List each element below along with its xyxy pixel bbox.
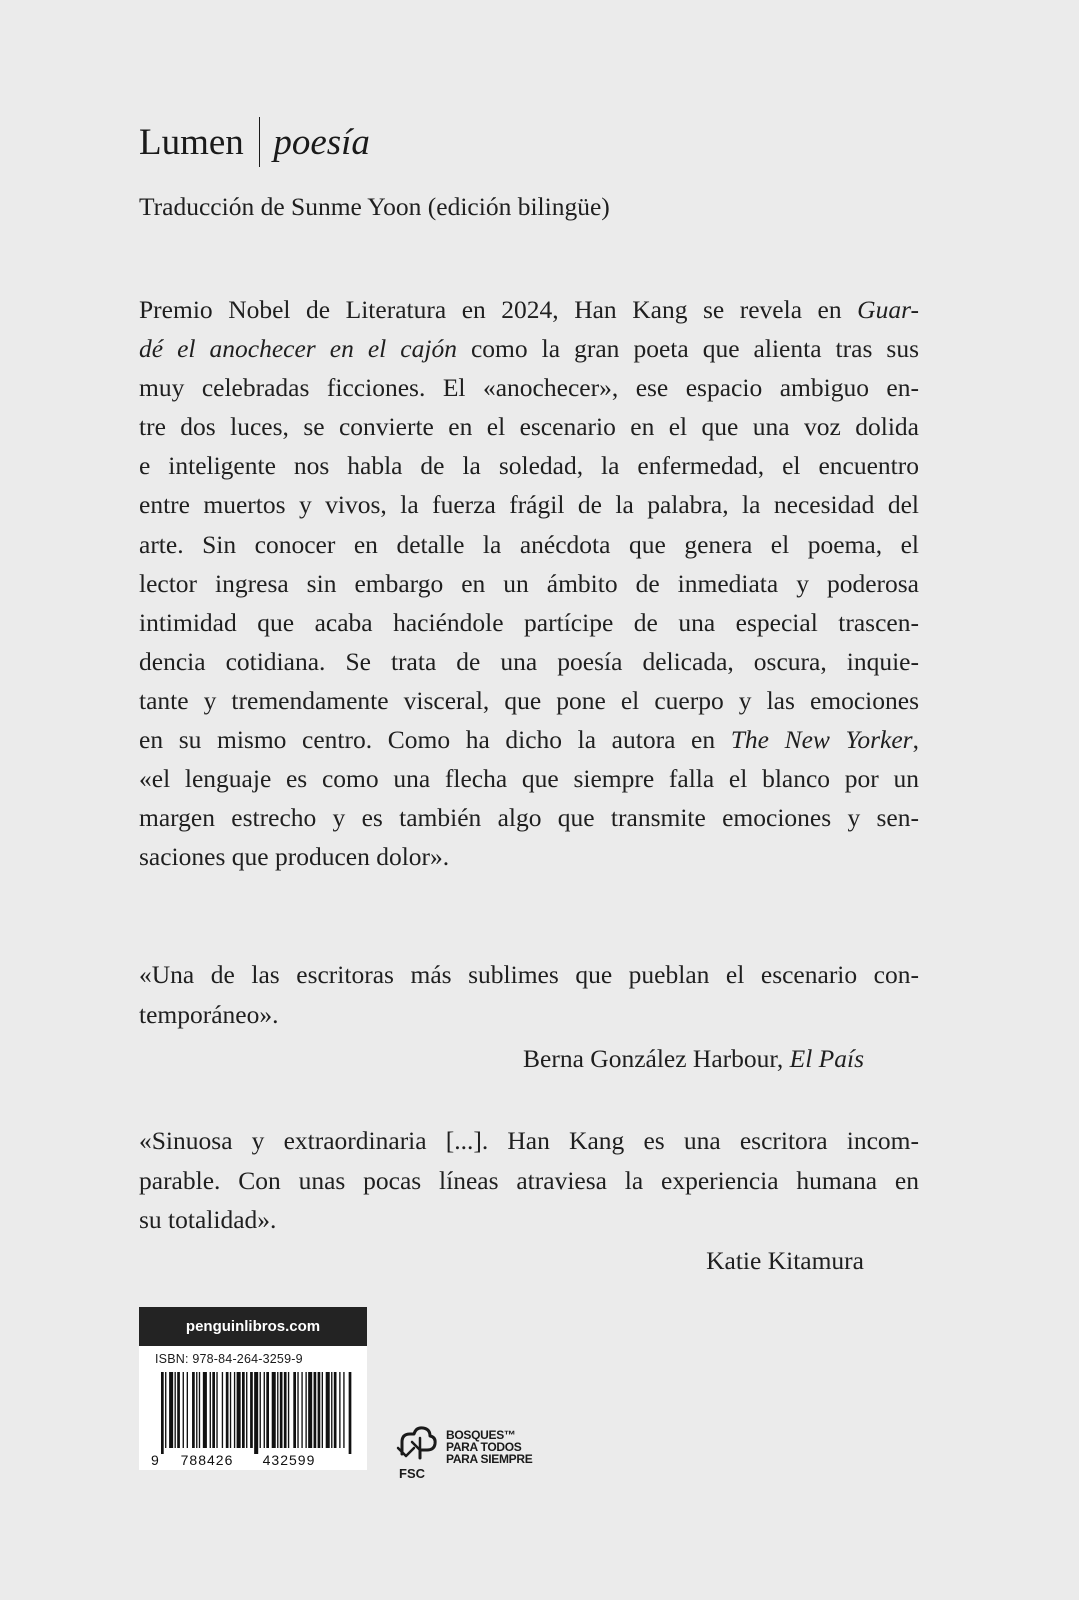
barcode-bar bbox=[234, 1372, 235, 1448]
synopsis-text: tante y tremendamente visceral, que pone el cuerpo y las emociones bbox=[139, 685, 919, 715]
barcode-bar bbox=[175, 1372, 176, 1448]
synopsis-text: «el lenguaje es como una flecha que siempre falla el blanco por un bbox=[139, 764, 919, 794]
fsc-slogan-line: PARA SIEMPRE bbox=[446, 1452, 533, 1466]
synopsis-line bbox=[139, 446, 919, 485]
synopsis-text: como la gran poeta que alienta tras sus bbox=[456, 334, 919, 364]
barcode-bar bbox=[280, 1372, 283, 1448]
barcode-digits-right: 432599 bbox=[262, 1452, 316, 1468]
barcode-digit-first: 9 bbox=[151, 1452, 159, 1468]
barcode-bar bbox=[308, 1372, 312, 1448]
barcode-bar bbox=[216, 1372, 217, 1448]
series-name: poesía bbox=[273, 121, 370, 163]
barcode-bar bbox=[322, 1372, 323, 1448]
review-author-1: Berna González Harbour, bbox=[523, 1044, 790, 1073]
synopsis-text: tre dos luces, se convierte en el escenario en el que una voz dolida bbox=[139, 412, 919, 442]
synopsis-line bbox=[139, 368, 919, 407]
barcode-bar bbox=[334, 1372, 337, 1448]
barcode-bar bbox=[301, 1372, 302, 1448]
barcode-bar bbox=[183, 1372, 184, 1448]
isbn-label: ISBN: 978-84-264-3259-9 bbox=[155, 1352, 303, 1366]
synopsis-line bbox=[139, 681, 919, 720]
synopsis-line bbox=[139, 290, 919, 329]
barcode-bar bbox=[349, 1372, 352, 1454]
barcode-bar bbox=[169, 1372, 173, 1448]
synopsis-line bbox=[139, 720, 919, 759]
synopsis-line bbox=[139, 759, 919, 798]
barcode-bar bbox=[297, 1372, 298, 1448]
barcode-bar bbox=[222, 1372, 223, 1448]
quote-line: temporáneo». bbox=[139, 999, 279, 1029]
synopsis-text: The New Yorker bbox=[730, 725, 913, 755]
synopsis-line bbox=[139, 329, 919, 368]
synopsis bbox=[139, 290, 919, 876]
synopsis-line bbox=[139, 564, 919, 603]
synopsis-text: Guar- bbox=[857, 295, 919, 324]
barcode-bar bbox=[203, 1372, 207, 1448]
barcode-bar bbox=[199, 1372, 200, 1448]
fsc-tree-icon bbox=[394, 1424, 440, 1468]
barcode-bar bbox=[254, 1372, 258, 1454]
fsc-logo bbox=[394, 1424, 564, 1484]
barcode-bar bbox=[264, 1372, 265, 1448]
synopsis-text: arte. Sin conocer en detalle la anécdota que genera el poema, el bbox=[139, 529, 919, 559]
synopsis-line bbox=[139, 837, 919, 876]
fsc-slogan bbox=[446, 1429, 532, 1465]
synopsis-text: intimidad que acaba haciéndole partícipe de una especial trascen- bbox=[139, 607, 919, 637]
review-source-1: El País bbox=[789, 1044, 864, 1073]
barcode-bar bbox=[250, 1372, 253, 1448]
barcode-bar bbox=[192, 1372, 195, 1448]
fsc-slogan-line: BOSQUES™ bbox=[446, 1428, 516, 1442]
synopsis-text: entre muertos y vivos, la fuerza frágil de la palabra, la necesidad del bbox=[139, 490, 919, 520]
synopsis-text: muy celebradas ficciones. El «anochecer», ese espacio ambiguo en- bbox=[139, 373, 919, 403]
synopsis-text: Premio Nobel de Literatura en 2024, Han Kang se revela en bbox=[139, 295, 858, 324]
synopsis-line bbox=[139, 798, 919, 837]
barcode-bar bbox=[230, 1372, 231, 1448]
barcode-bar bbox=[242, 1372, 245, 1448]
fsc-slogan-line: PARA TODOS bbox=[446, 1440, 522, 1454]
barcode-bar bbox=[284, 1372, 287, 1448]
publisher-brand bbox=[139, 112, 370, 172]
synopsis-text: , bbox=[912, 725, 919, 755]
synopsis-line bbox=[139, 603, 919, 642]
quote-line: «Sinuosa y extraordinaria [...]. Han Kang es una escritora incom- bbox=[139, 1126, 919, 1155]
review-quote-1 bbox=[139, 955, 919, 1034]
barcode-bar bbox=[212, 1372, 215, 1448]
synopsis-text: saciones que producen dolor». bbox=[139, 842, 450, 872]
barcode-bar bbox=[246, 1372, 247, 1448]
barcode-bar bbox=[260, 1372, 261, 1448]
synopsis-text: lector ingresa sin embargo en un ámbito de inmediata y poderosa bbox=[139, 568, 919, 598]
synopsis-text: en su mismo centro. Como ha dicho la autora en bbox=[139, 725, 731, 755]
barcode-bar bbox=[331, 1372, 332, 1448]
barcode-graphic bbox=[139, 1346, 367, 1470]
barcode-bar bbox=[196, 1372, 197, 1448]
synopsis-text: margen estrecho y es también algo que transmite emociones y sen- bbox=[139, 803, 919, 833]
brand-divider bbox=[259, 117, 261, 167]
barcode-bar bbox=[266, 1372, 269, 1448]
barcode-bar bbox=[237, 1372, 241, 1448]
barcode-bar bbox=[288, 1372, 289, 1448]
barcode-digits-left: 788426 bbox=[180, 1452, 234, 1468]
barcode-bar bbox=[161, 1372, 164, 1454]
barcode-bar bbox=[226, 1372, 229, 1448]
quote-line: su totalidad». bbox=[139, 1205, 277, 1234]
synopsis-text: e inteligente nos habla de la soledad, la enfermedad, el encuentro bbox=[139, 451, 919, 481]
synopsis-line bbox=[139, 407, 919, 446]
barcode-bar bbox=[318, 1372, 321, 1448]
barcode-bar bbox=[165, 1372, 166, 1448]
synopsis-text: dencia cotidiana. Se trata de una poesía delicada, oscura, inquie- bbox=[139, 646, 919, 676]
translation-credit: Traducción de Sunme Yoon (edición bilingüe) bbox=[139, 192, 610, 221]
synopsis-line bbox=[139, 485, 919, 524]
barcode-bar bbox=[305, 1372, 306, 1448]
website-label: penguinlibros.com bbox=[139, 1307, 367, 1346]
review-author-2: Katie Kitamura bbox=[706, 1246, 864, 1275]
barcode-bar bbox=[343, 1372, 344, 1448]
barcode-bar bbox=[293, 1372, 296, 1448]
quote-line: «Una de las escritoras más sublimes que pueblan el escenario con- bbox=[139, 960, 919, 989]
barcode-bar bbox=[210, 1372, 211, 1448]
barcode-bar bbox=[326, 1372, 330, 1448]
publisher-name: Lumen bbox=[139, 121, 244, 163]
review-attribution-2 bbox=[706, 1246, 864, 1276]
barcode-bar bbox=[277, 1372, 278, 1448]
barcode-bar bbox=[339, 1372, 340, 1448]
review-quote-2 bbox=[139, 1121, 919, 1240]
fsc-abbr: FSC bbox=[399, 1466, 425, 1481]
barcode-bar bbox=[314, 1372, 317, 1448]
barcode-bar bbox=[187, 1372, 188, 1448]
review-attribution-1 bbox=[523, 1044, 864, 1074]
barcode-bar bbox=[272, 1372, 276, 1448]
barcode-bar bbox=[177, 1372, 180, 1448]
synopsis-text: dé el anochecer en el cajón bbox=[139, 334, 457, 364]
isbn-barcode bbox=[139, 1346, 367, 1470]
synopsis-line bbox=[139, 525, 919, 564]
quote-line: parable. Con unas pocas líneas atraviesa la experiencia humana en bbox=[139, 1165, 919, 1195]
synopsis-line bbox=[139, 642, 919, 681]
